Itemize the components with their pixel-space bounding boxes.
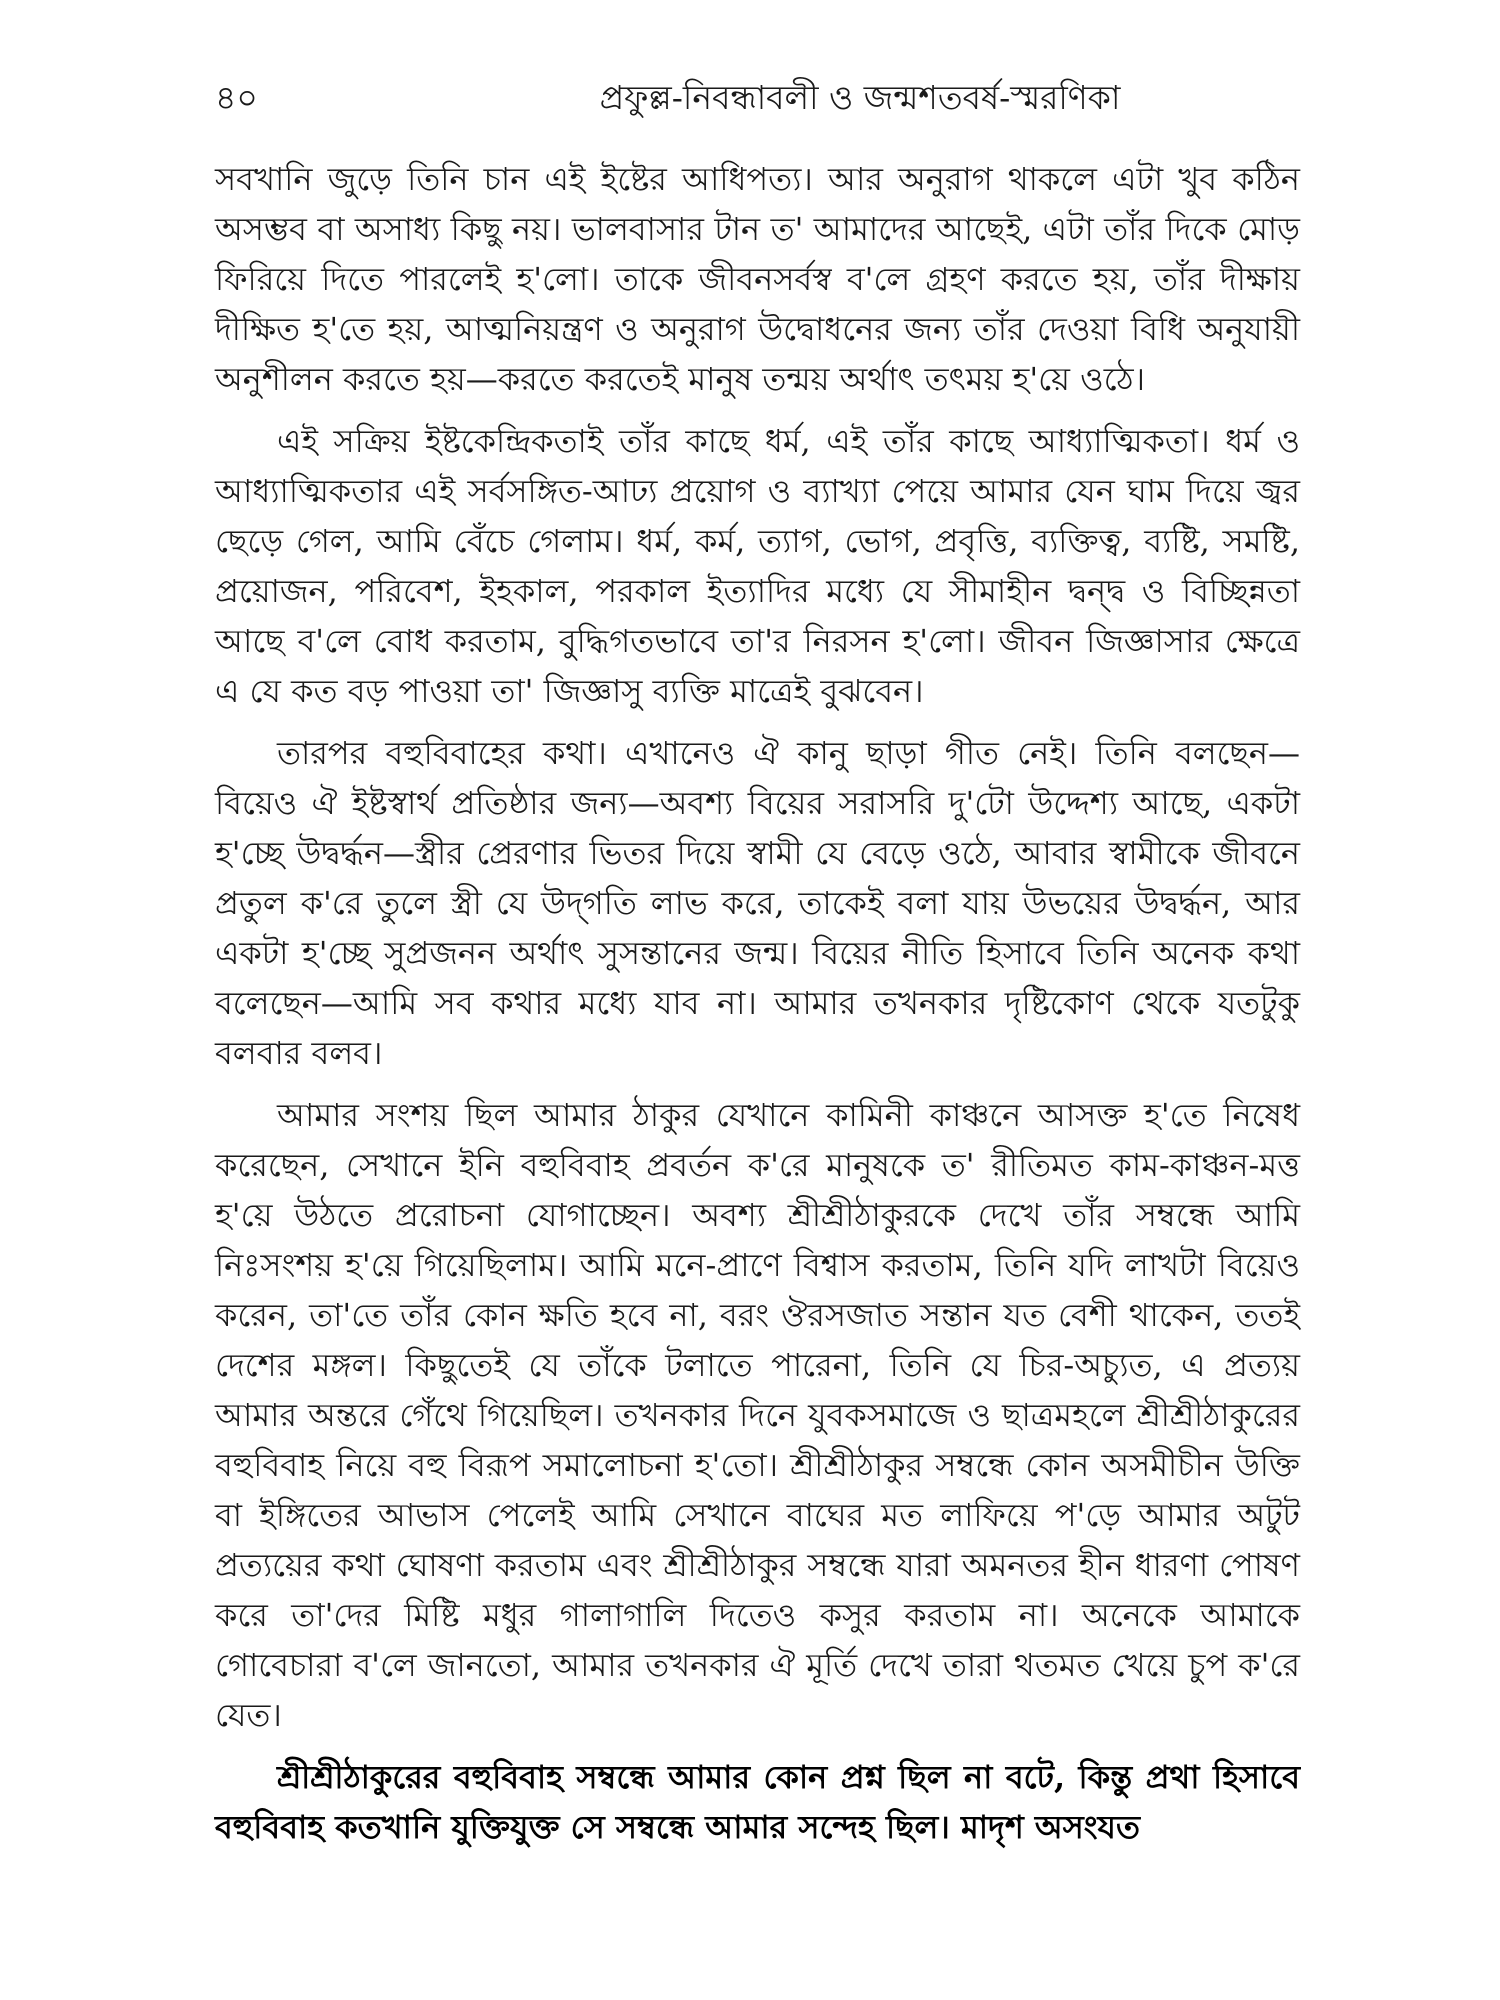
paragraph-4: আমার সংশয় ছিল আমার ঠাকুর যেখানে কামিনী কাঞ্চনে আসক্ত হ'তে নিষেধ করেছেন, সেখানে ইনি বহুবিবাহ প্রবর্তন ক'রে মানুষকে ত' রীতিমত কাম-কাঞ্চন-মত্ত হ'য়ে উঠতে প্ররোচনা যোগাচ্ছেন। অবশ্য শ্রীশ্রীঠাকুরকে দেখে তাঁর সম্বন্ধে আমি নিঃসংশয় হ'য়ে গিয়েছিলাম। আমি মনে-প্রাণে বিশ্বাস করতাম, তিনি যদি লাখটা বিয়েও করেন, তা'তে তাঁর কোন ক্ষতি হবে না, বরং ঔরসজাত সন্তান যত বেশী থাকেন, ততই দেশের মঙ্গল। কিছুতেই যে তাঁকে টলাতে পারেনা, তিনি যে চির-অচ্যুত, এ প্রত্যয় আমার অন্তরে গেঁথে গিয়েছিল। তখনকার দিনে যুবকসমাজে ও ছাত্রমহলে শ্রীশ্রীঠাকুরের বহুবিবাহ নিয়ে বহু বিরূপ সমালোচনা হ'তো। শ্রীশ্রীঠাকুর সম্বন্ধে কোন অসমীচীন উক্তি বা ইঙ্গিতের আভাস পেলেই আমি সেখানে বাঘের মত লাফিয়ে প'ড়ে আমার অটুট প্রত্যয়ের কথা ঘোষণা করতাম এবং শ্রীশ্রীঠাকুর সম্বন্ধে যারা অমনতর হীন ধারণা পোষণ করে তা'দের মিষ্টি মধুর গালাগালি দিতেও কসুর করতাম না। অনেকে আমাকে গোবেচারা ব'লে জানতো, আমার তখনকার ঐ মূর্তি দেখে তারা থতমত খেয়ে চুপ ক'রে যেত।: [215, 1096, 1300, 1734]
paragraph-3: তারপর বহুবিবাহের কথা। এখানেও ঐ কানু ছাড়া গীত নেই। তিনি বলছেন—বিয়েও ঐ ইষ্টস্বার্থ প্রতিষ্ঠার জন্য—অবশ্য বিয়ের সরাসরি দু'টো উদ্দেশ্য আছে, একটা হ'চ্ছে উদ্বর্দ্ধন—স্ত্রীর প্রেরণার ভিতর দিয়ে স্বামী যে বেড়ে ওঠে, আবার স্বামীকে জীবনে প্রতুল ক'রে তুলে স্ত্রী যে উদ্‌গতি লাভ করে, তাকেই বলা যায় উভয়ের উদ্বর্দ্ধন, আর একটা হ'চ্ছে সুপ্রজনন অর্থাৎ সুসন্তানের জন্ম। বিয়ের নীতি হিসাবে তিনি অনেক কথা বলেছেন—আমি সব কথার মধ্যে যাব না। আমার তখনকার দৃষ্টিকোণ থেকে যতটুকু বলবার বলব।: [215, 734, 1300, 1072]
paragraph-1: সবখানি জুড়ে তিনি চান এই ইষ্টের আধিপত্য। আর অনুরাগ থাকলে এটা খুব কঠিন অসম্ভব বা অসাধ্য কিছু নয়। ভালবাসার টান ত' আমাদের আছেই, এটা তাঁর দিকে মোড় ফিরিয়ে দিতে পারলেই হ'লো। তাকে জীবনসর্বস্ব ব'লে গ্রহণ করতে হয়, তাঁর দীক্ষায় দীক্ষিত হ'তে হয়, আত্মনিয়ন্ত্রণ ও অনুরাগ উদ্বোধনের জন্য তাঁর দেওয়া বিধি অনুযায়ী অনুশীলন করতে হয়—করতে করতেই মানুষ তন্ময় অর্থাৎ তৎময় হ'য়ে ওঠে।: [215, 160, 1300, 398]
running-header: [215, 70, 1300, 126]
paragraph-5: শ্রীশ্রীঠাকুরের বহুবিবাহ সম্বন্ধে আমার কোন প্রশ্ন ছিল না বটে, কিন্তু প্রথা হিসাবে বহুবিবাহ কতখানি যুক্তিযুক্ত সে সম্বন্ধে আমার সন্দেহ ছিল। মাদৃশ অসংযত: [215, 1758, 1300, 1846]
page-number: ৪০: [215, 78, 258, 117]
body-text: [215, 154, 1300, 1864]
paragraph-2: এই সক্রিয় ইষ্টকেন্দ্রিকতাই তাঁর কাছে ধর্ম, এই তাঁর কাছে আধ্যাত্মিকতা। ধর্ম ও আধ্যাত্মিকতার এই সর্বসঙ্গিত-আঢ্য প্রয়োগ ও ব্যাখ্যা পেয়ে আমার যেন ঘাম দিয়ে জ্বর ছেড়ে গেল, আমি বেঁচে গেলাম। ধর্ম, কর্ম, ত্যাগ, ভোগ, প্রবৃত্তি, ব্যক্তিত্ব, ব্যষ্টি, সমষ্টি, প্রয়োজন, পরিবেশ, ইহকাল, পরকাল ইত্যাদির মধ্যে যে সীমাহীন দ্বন্দ্ব ও বিচ্ছিন্নতা আছে ব'লে বোধ করতাম, বুদ্ধিগতভাবে তা'র নিরসন হ'লো। জীবন জিজ্ঞাসার ক্ষেত্রে এ যে কত বড় পাওয়া তা' জিজ্ঞাসু ব্যক্তি মাত্রেই বুঝবেন।: [215, 422, 1300, 710]
book-title: প্রফুল্ল-নিবন্ধাবলী ও জন্মশতবর্ষ-স্মরণিকা: [599, 78, 1121, 117]
